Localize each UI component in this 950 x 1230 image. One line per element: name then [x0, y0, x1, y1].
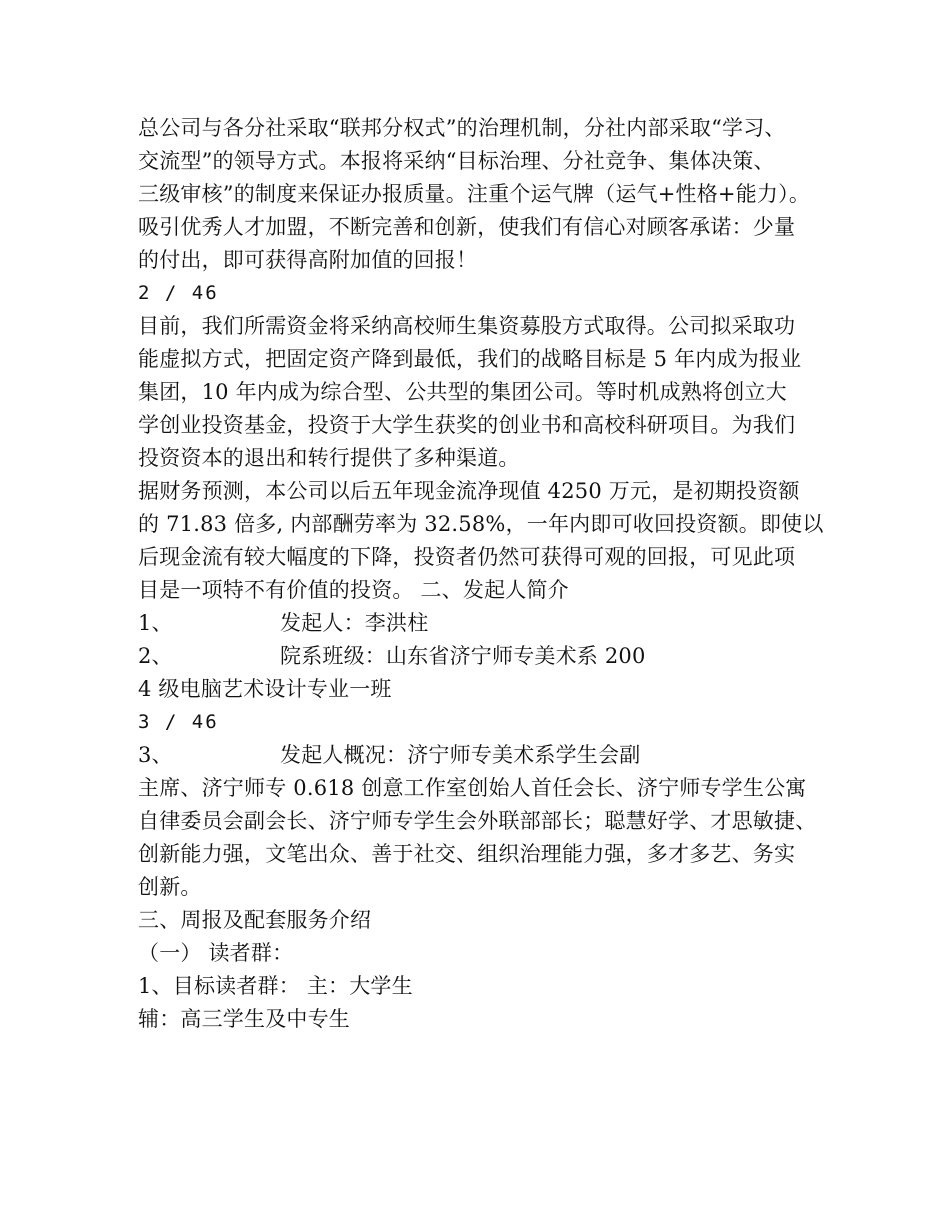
paragraph-line: 目前，我们所需资金将采纳高校师生集资募股方式取得。公司拟采取功 [138, 314, 796, 338]
list-item-department [138, 640, 828, 673]
paragraph-line: 辅：高三学生及中专生 [138, 1007, 350, 1031]
paragraph-line: 主席、济宁师专 0.618 创意工作室创始人首任会长、济宁师专学生公寓 [138, 776, 807, 800]
paragraph-line: 的 71.83 倍多, 内部酬劳率为 32.58%，一年内即可收回投资额。即使以 [138, 512, 824, 536]
paragraph-line: 据财务预测，本公司以后五年现金流净现值 4250 万元，是初期投资额 [138, 479, 800, 503]
list-item-founder [138, 607, 828, 640]
paragraph-line: 吸引优秀人才加盟，不断完善和创新，使我们有信心对顾客承诺：少量 [138, 215, 796, 239]
paragraph-line: 4 级电脑艺术设计专业一班 [138, 677, 392, 701]
page-number: 3 / 46 [138, 711, 219, 733]
paragraph-line: 能虚拟方式，把固定资产降到最低，我们的战略目标是 5 年内成为报业 [138, 347, 802, 371]
paragraph-line: 的付出，即可获得高附加值的回报！ [138, 248, 478, 272]
list-text: 发起人：李洪柱 [280, 611, 429, 635]
document-page [138, 112, 828, 1036]
list-number: 2、 [138, 644, 173, 668]
paragraph-line: 学创业投资基金，投资于大学生获奖的创业书和高校科研项目。为我们 [138, 413, 796, 437]
paragraph-line: 创新。 [138, 875, 202, 899]
list-text: 发起人概况：济宁师专美术系学生会副 [280, 743, 641, 767]
paragraph-line: 自律委员会副会长、济宁师专学生会外联部部长；聪慧好学、才思敏捷、 [138, 809, 817, 833]
list-text: 院系班级：山东省济宁师专美术系 200 [280, 644, 646, 668]
paragraph-line: 目是一项特不有价值的投资。 二、发起人简介 [138, 578, 569, 602]
paragraph-line: 集团，10 年内成为综合型、公共型的集团公司。等时机成熟将创立大 [138, 380, 787, 404]
paragraph-line: 三级审核”的制度来保证办报质量。注重个运气牌（运气+性格+能力）。 [138, 182, 811, 206]
paragraph-line: 创新能力强，文笔出众、善于社交、组织治理能力强，多才多艺、务实 [138, 842, 796, 866]
paragraph-line: 总公司与各分社采取“联邦分权式”的治理机制，分社内部采取“学习、 [138, 116, 786, 140]
list-number: 3、 [138, 743, 173, 767]
subsection-heading: （一） 读者群： [138, 941, 294, 965]
paragraph-line: 后现金流有较大幅度的下降，投资者仍然可获得可观的回报，可见此项 [138, 545, 796, 569]
list-item-profile [138, 739, 828, 772]
page-number: 2 / 46 [138, 282, 219, 304]
paragraph-line: 投资资本的退出和转行提供了多种渠道。 [138, 446, 520, 470]
list-number: 1、 [138, 611, 173, 635]
paragraph-line: 交流型”的领导方式。本报将采纳“目标治理、分社竞争、集体决策、 [138, 149, 775, 173]
paragraph-line: 1、目标读者群： 主：大学生 [138, 974, 413, 998]
section-heading: 三、周报及配套服务介绍 [138, 908, 372, 932]
